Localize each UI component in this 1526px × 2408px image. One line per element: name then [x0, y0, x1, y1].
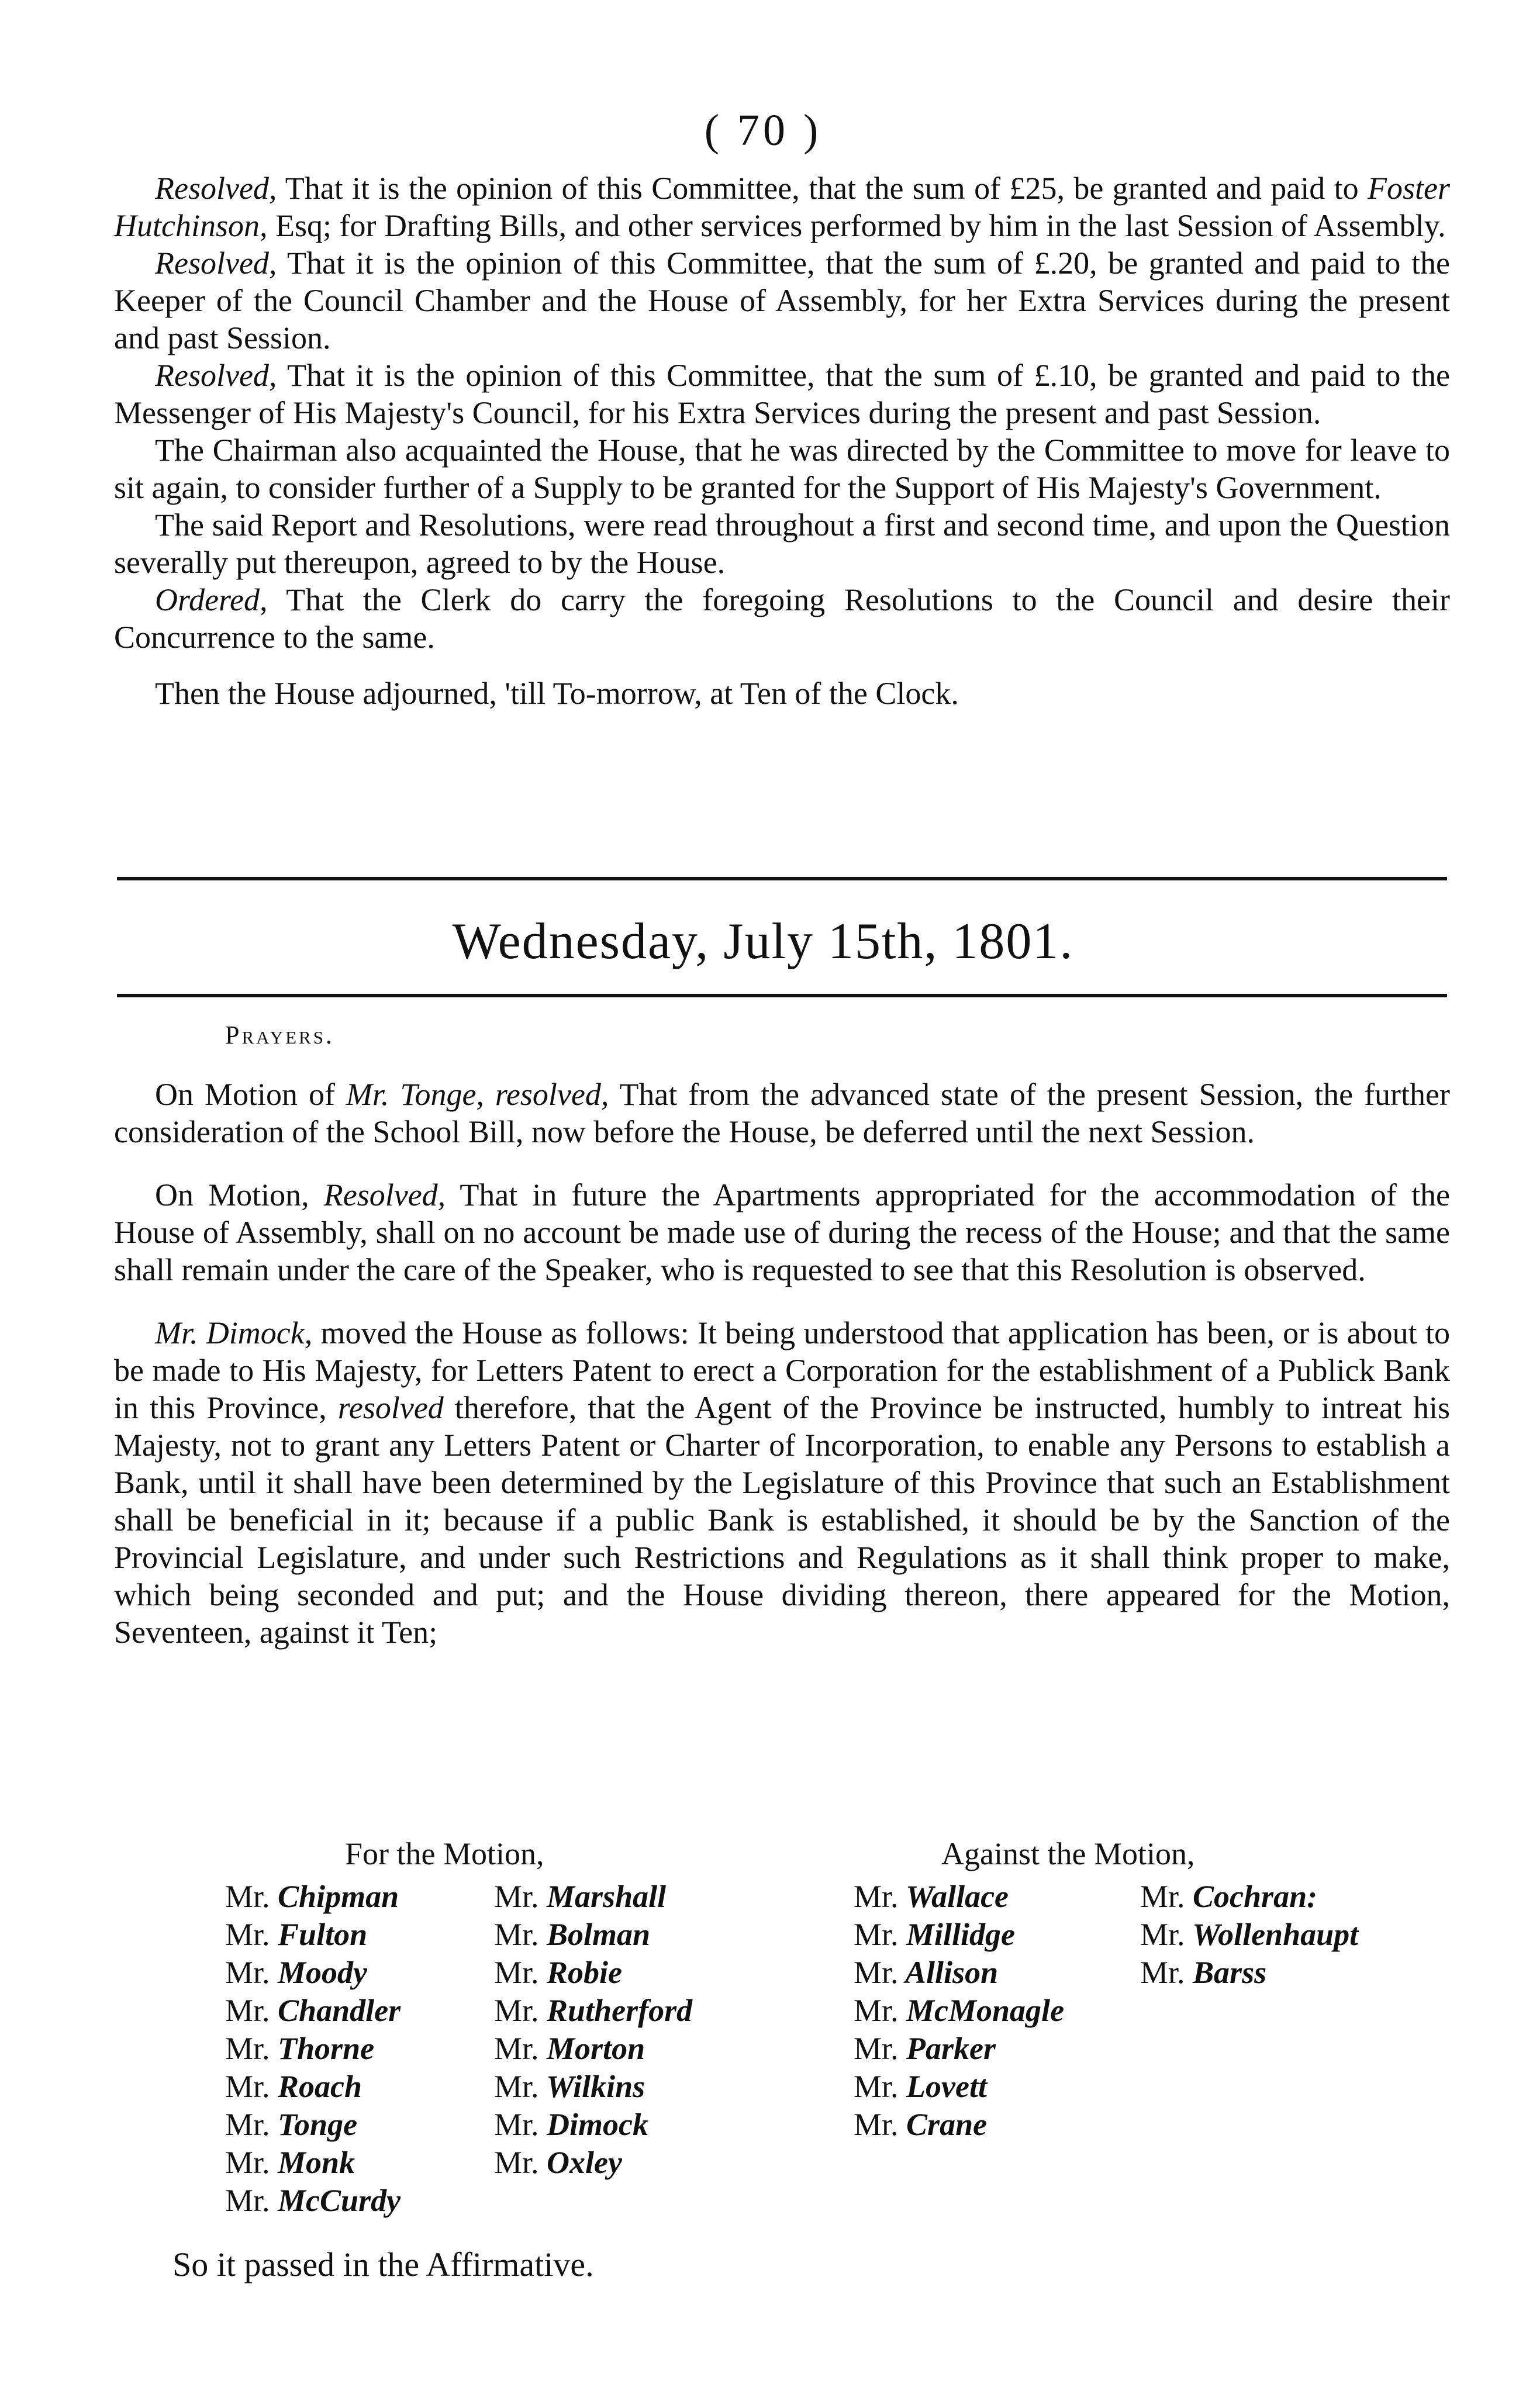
- member-surname: McCurdy: [278, 2183, 401, 2218]
- member-surname: Rutherford: [547, 1993, 693, 2028]
- member-prefix: Mr.: [494, 1993, 539, 2028]
- paragraph-text: That the Clerk do carry the foregoing Resolutions to the Council and desire their Concurrence to the same.: [114, 582, 1450, 655]
- chairman-paragraph: [114, 431, 1450, 506]
- member-surname: Millidge: [906, 1917, 1016, 1952]
- resolution-paragraph: [114, 244, 1450, 357]
- member-prefix: Mr.: [225, 1993, 270, 2028]
- member-prefix: Mr.: [854, 1879, 899, 1914]
- member-name: [494, 1954, 692, 1992]
- for-heading: For the Motion,: [345, 1836, 544, 1871]
- member-surname: Fulton: [278, 1917, 368, 1952]
- member-surname: Cochran:: [1193, 1879, 1318, 1914]
- paragraph-text: That it is the opinion of this Committee, that the sum of £25, be granted and paid to: [277, 171, 1368, 206]
- member-surname: Moody: [278, 1955, 368, 1990]
- page-number: ( 70 ): [704, 106, 822, 155]
- member-prefix: Mr.: [225, 1955, 270, 1990]
- member-surname: Oxley: [547, 2145, 622, 2180]
- member-prefix: Mr.: [494, 2145, 539, 2180]
- paragraph-lead: Resolved,: [155, 246, 277, 281]
- against-column-1: [854, 1878, 1064, 2144]
- motion-paragraph: [114, 1314, 1450, 1651]
- paragraph-text: On Motion of: [155, 1077, 346, 1112]
- paragraph-text: On Motion,: [155, 1177, 324, 1212]
- member-name: [225, 2068, 401, 2106]
- member-name: [494, 2030, 692, 2068]
- paragraph-text: That it is the opinion of this Committee, that the sum of £.20, be granted and paid to the Keeper of the Council Chamber and the House of Assembly, for her Extra Services during the present and past Session.: [114, 246, 1450, 355]
- member-prefix: Mr.: [854, 2031, 899, 2066]
- passed-line: So it passed in the Affirmative.: [172, 2245, 594, 2283]
- motions-section: [114, 1076, 1450, 1677]
- member-name: [854, 1954, 1064, 1992]
- member-prefix: Mr.: [854, 1917, 899, 1952]
- member-name: [854, 2106, 1064, 2144]
- paragraph-lead: Mr. Dimock,: [155, 1315, 313, 1350]
- paragraph-lead: Resolved,: [155, 358, 277, 393]
- member-prefix: Mr.: [225, 2069, 270, 2104]
- member-prefix: Mr.: [225, 1879, 270, 1914]
- member-name: [225, 1954, 401, 1992]
- member-surname: Chandler: [278, 1993, 401, 2028]
- member-prefix: Mr.: [854, 1955, 899, 1990]
- member-name: [225, 2144, 401, 2182]
- member-name: [854, 1878, 1064, 1916]
- member-surname: Parker: [906, 2031, 996, 2066]
- member-surname: McMonagle: [906, 1993, 1065, 2028]
- member-prefix: Mr.: [854, 2107, 899, 2142]
- member-surname: Tonge: [278, 2107, 358, 2142]
- member-prefix: Mr.: [494, 1917, 539, 1952]
- member-name: [494, 1878, 692, 1916]
- member-name: [225, 1916, 401, 1954]
- for-column-1: [225, 1878, 401, 2220]
- member-prefix: Mr.: [854, 1993, 899, 2028]
- paragraph-text: Esq; for Drafting Bills, and other services performed by him in the last Session of Assembly.: [267, 208, 1446, 243]
- member-name: [494, 1992, 692, 2030]
- member-surname: Chipman: [278, 1879, 399, 1914]
- member-surname: Monk: [278, 2145, 355, 2180]
- member-name: [494, 1916, 692, 1954]
- member-prefix: Mr.: [854, 2069, 899, 2104]
- member-name: [1140, 1916, 1358, 1954]
- member-surname: Roach: [278, 2069, 362, 2104]
- member-prefix: Mr.: [494, 1955, 539, 1990]
- member-surname: Bolman: [547, 1917, 651, 1952]
- member-name: [225, 1878, 401, 1916]
- member-surname: Wallace: [906, 1879, 1009, 1914]
- motion-paragraph: [114, 1076, 1450, 1151]
- member-prefix: Mr.: [1140, 1879, 1185, 1914]
- member-name: [854, 1916, 1064, 1954]
- paragraph-text: The Chairman also acquainted the House, that he was directed by the Committee to move for leave to sit again, to consider further of a Supply to be granted for the Support of His Majesty's Government.: [114, 433, 1450, 505]
- member-surname: Wilkins: [546, 2069, 645, 2104]
- paragraph-lead: Ordered,: [155, 582, 268, 617]
- person-name: Foster Hutchinson,: [114, 171, 1450, 243]
- adjournment-line: Then the House adjourned, 'till To-morrow, at Ten of the Clock.: [155, 676, 959, 711]
- against-column-2: [1140, 1878, 1358, 1992]
- member-name: [225, 2182, 401, 2220]
- member-name: [854, 2068, 1064, 2106]
- date-heading: Wednesday, July 15th, 1801.: [452, 913, 1074, 970]
- member-name: [225, 1992, 401, 2030]
- paragraph-lead: Mr. Tonge, resolved,: [346, 1077, 609, 1112]
- member-prefix: Mr.: [494, 1879, 539, 1914]
- resolution-paragraph: [114, 170, 1450, 244]
- member-surname: Allison: [905, 1955, 999, 1990]
- member-name: [1140, 1954, 1358, 1992]
- member-surname: Robie: [547, 1955, 623, 1990]
- report-paragraph: [114, 506, 1450, 581]
- divider-rule: [117, 994, 1447, 997]
- member-name: [494, 2106, 692, 2144]
- member-surname: Wollenhaupt: [1192, 1917, 1359, 1952]
- against-heading: Against the Motion,: [941, 1836, 1195, 1871]
- member-prefix: Mr.: [1140, 1917, 1185, 1952]
- paragraph-lead: resolved: [337, 1390, 444, 1425]
- member-prefix: Mr.: [225, 2107, 270, 2142]
- member-name: [854, 1992, 1064, 2030]
- motion-paragraph: [114, 1176, 1450, 1288]
- member-name: [494, 2144, 692, 2182]
- resolutions-section: [114, 170, 1450, 712]
- member-surname: Crane: [906, 2107, 988, 2142]
- paragraph-text: The said Report and Resolutions, were read throughout a first and second time, and upon the Question severally put thereupon, agreed to by the House.: [114, 507, 1450, 580]
- member-prefix: Mr.: [494, 2069, 539, 2104]
- member-prefix: Mr.: [225, 2183, 270, 2218]
- member-prefix: Mr.: [494, 2107, 539, 2142]
- paragraph-lead: Resolved,: [155, 171, 277, 206]
- member-name: [854, 2030, 1064, 2068]
- paragraph-text: That in future the Apartments appropriated for the accommodation of the House of Assembly, shall on no account be made use of during the recess of the House; and that the same shall remain under the care of the Speaker, who is requested to see that this Resolution is observed.: [114, 1177, 1450, 1287]
- member-name: [1140, 1878, 1358, 1916]
- member-prefix: Mr.: [1140, 1955, 1185, 1990]
- paragraph-text: That from the advanced state of the present Session, the further consideration of the School Bill, now before the House, be deferred until the next Session.: [114, 1077, 1450, 1149]
- member-name: [225, 2106, 401, 2144]
- prayers-heading: Prayers.: [225, 1021, 334, 1049]
- member-surname: Dimock: [547, 2107, 649, 2142]
- member-surname: Lovett: [906, 2069, 987, 2104]
- paragraph-text: moved the House as follows: It being understood that application has been, or is about to be made to His Majesty, for Letters Patent to erect a Corporation for the establishment of a Publick Bank in this Province,: [114, 1315, 1450, 1425]
- divider-rule: [117, 877, 1447, 880]
- paragraph-lead: Resolved,: [323, 1177, 446, 1212]
- member-prefix: Mr.: [225, 1917, 270, 1952]
- member-surname: Morton: [547, 2031, 645, 2066]
- resolution-paragraph: [114, 357, 1450, 431]
- member-prefix: Mr.: [225, 2031, 270, 2066]
- ordered-paragraph: [114, 581, 1450, 656]
- paragraph-text: therefore, that the Agent of the Province be instructed, humbly to intreat his Majesty, not to grant any Letters Patent or Charter of Incorporation, to enable any Persons to establish a Bank, until it shall have been determined by the Legislature of this Province that such an Establishment shall be beneficial in it; because if a public Bank is established, it should be by the Sanction of the Provincial Legislature, and under such Restrictions and Regulations as it shall think proper to make, which being seconded and put; and the House dividing thereon, there appeared for the Motion, Seventeen, against it Ten;: [114, 1390, 1450, 1650]
- paragraph-text: That it is the opinion of this Committee, that the sum of £.10, be granted and paid to the Messenger of His Majesty's Council, for his Extra Services during the present and past Session.: [114, 358, 1450, 430]
- member-surname: Barss: [1193, 1955, 1267, 1990]
- member-surname: Thorne: [278, 2031, 375, 2066]
- member-prefix: Mr.: [225, 2145, 270, 2180]
- member-name: [225, 2030, 401, 2068]
- member-surname: Marshall: [547, 1879, 667, 1914]
- for-column-2: [494, 1878, 692, 2182]
- member-name: [494, 2068, 692, 2106]
- member-prefix: Mr.: [494, 2031, 539, 2066]
